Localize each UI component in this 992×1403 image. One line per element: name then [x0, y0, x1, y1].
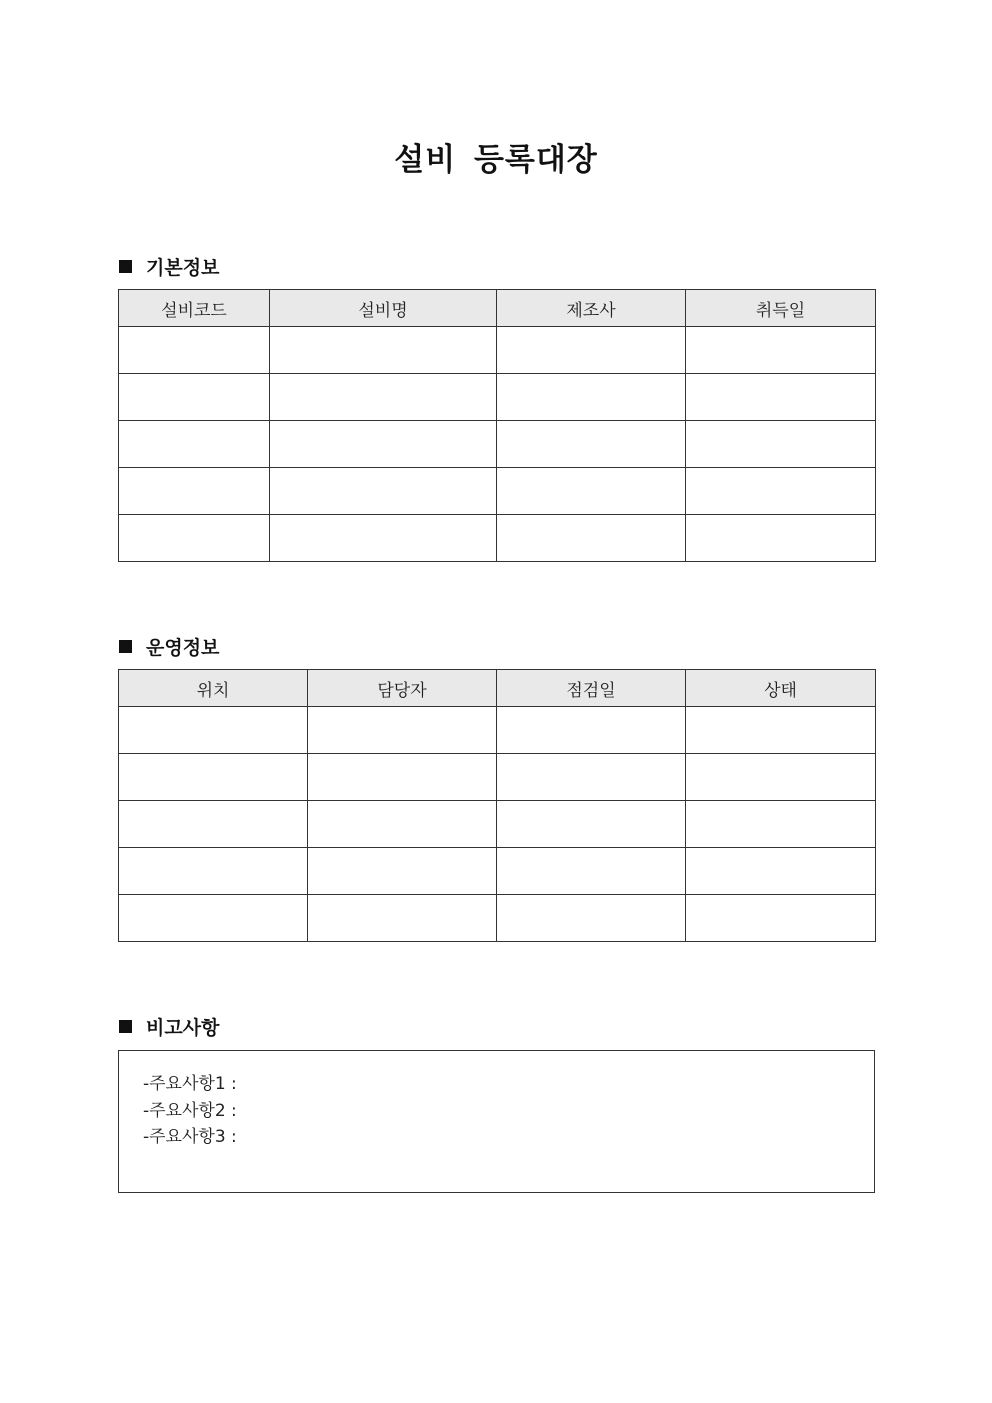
section-heading-label: 기본정보 — [146, 257, 220, 279]
table-row — [119, 848, 876, 895]
section-heading-operation — [119, 633, 219, 660]
table-cell[interactable] — [270, 374, 497, 421]
square-bullet-icon — [119, 1020, 132, 1033]
table-cell[interactable] — [119, 421, 270, 468]
operation-info-table — [118, 669, 876, 942]
table-cell[interactable] — [119, 895, 308, 942]
table-cell[interactable] — [497, 374, 686, 421]
table-row — [119, 707, 876, 754]
remarks-box[interactable] — [118, 1050, 875, 1193]
table-cell[interactable] — [497, 327, 686, 374]
table-header-row — [119, 290, 876, 327]
table-cell[interactable] — [308, 848, 497, 895]
table-row — [119, 327, 876, 374]
remark-line-1: -주요사항1 : — [143, 1074, 237, 1094]
table-cell[interactable] — [270, 468, 497, 515]
table-cell[interactable] — [270, 421, 497, 468]
basic-info-table — [118, 289, 876, 562]
table-cell[interactable] — [308, 754, 497, 801]
table-cell[interactable] — [497, 801, 686, 848]
table-cell[interactable] — [686, 515, 876, 562]
table-cell[interactable] — [686, 895, 876, 942]
table-row — [119, 801, 876, 848]
section-heading-label: 운영정보 — [146, 637, 220, 659]
table-cell[interactable] — [686, 801, 876, 848]
table-cell[interactable] — [270, 515, 497, 562]
column-header-manufacturer: 제조사 — [497, 290, 686, 327]
table-cell[interactable] — [497, 707, 686, 754]
column-header-equipment-code: 설비코드 — [119, 290, 270, 327]
column-header-location: 위치 — [119, 670, 308, 707]
table-cell[interactable] — [119, 801, 308, 848]
table-cell[interactable] — [497, 468, 686, 515]
table-cell[interactable] — [686, 421, 876, 468]
table-cell[interactable] — [119, 848, 308, 895]
table-cell[interactable] — [497, 421, 686, 468]
table-header-row — [119, 670, 876, 707]
page-title: 설비 등록대장 — [394, 142, 598, 178]
table-cell[interactable] — [308, 707, 497, 754]
section-heading-label: 비고사항 — [146, 1017, 220, 1039]
table-cell[interactable] — [308, 801, 497, 848]
column-header-status: 상태 — [686, 670, 876, 707]
table-cell[interactable] — [119, 374, 270, 421]
table-row — [119, 895, 876, 942]
table-cell[interactable] — [119, 468, 270, 515]
table-cell[interactable] — [497, 754, 686, 801]
column-header-manager: 담당자 — [308, 670, 497, 707]
table-cell[interactable] — [270, 327, 497, 374]
column-header-inspection-date: 점검일 — [497, 670, 686, 707]
table-cell[interactable] — [497, 895, 686, 942]
column-header-equipment-name: 설비명 — [270, 290, 497, 327]
table-cell[interactable] — [497, 515, 686, 562]
table-cell[interactable] — [119, 515, 270, 562]
column-header-acquisition-date: 취득일 — [686, 290, 876, 327]
table-cell[interactable] — [686, 848, 876, 895]
table-row — [119, 754, 876, 801]
square-bullet-icon — [119, 260, 132, 273]
table-cell[interactable] — [308, 895, 497, 942]
square-bullet-icon — [119, 640, 132, 653]
table-cell[interactable] — [497, 848, 686, 895]
table-cell[interactable] — [119, 327, 270, 374]
remark-line-3: -주요사항3 : — [143, 1127, 237, 1147]
table-cell[interactable] — [686, 468, 876, 515]
table-cell[interactable] — [686, 754, 876, 801]
table-cell[interactable] — [686, 707, 876, 754]
table-row — [119, 515, 876, 562]
table-cell[interactable] — [686, 327, 876, 374]
section-heading-basic — [119, 253, 219, 280]
table-row — [119, 374, 876, 421]
section-heading-remarks — [119, 1013, 219, 1040]
table-row — [119, 421, 876, 468]
remarks-list — [143, 1071, 237, 1151]
remark-line-2: -주요사항2 : — [143, 1100, 237, 1121]
table-cell[interactable] — [119, 707, 308, 754]
table-cell[interactable] — [686, 374, 876, 421]
table-row — [119, 468, 876, 515]
table-cell[interactable] — [119, 754, 308, 801]
